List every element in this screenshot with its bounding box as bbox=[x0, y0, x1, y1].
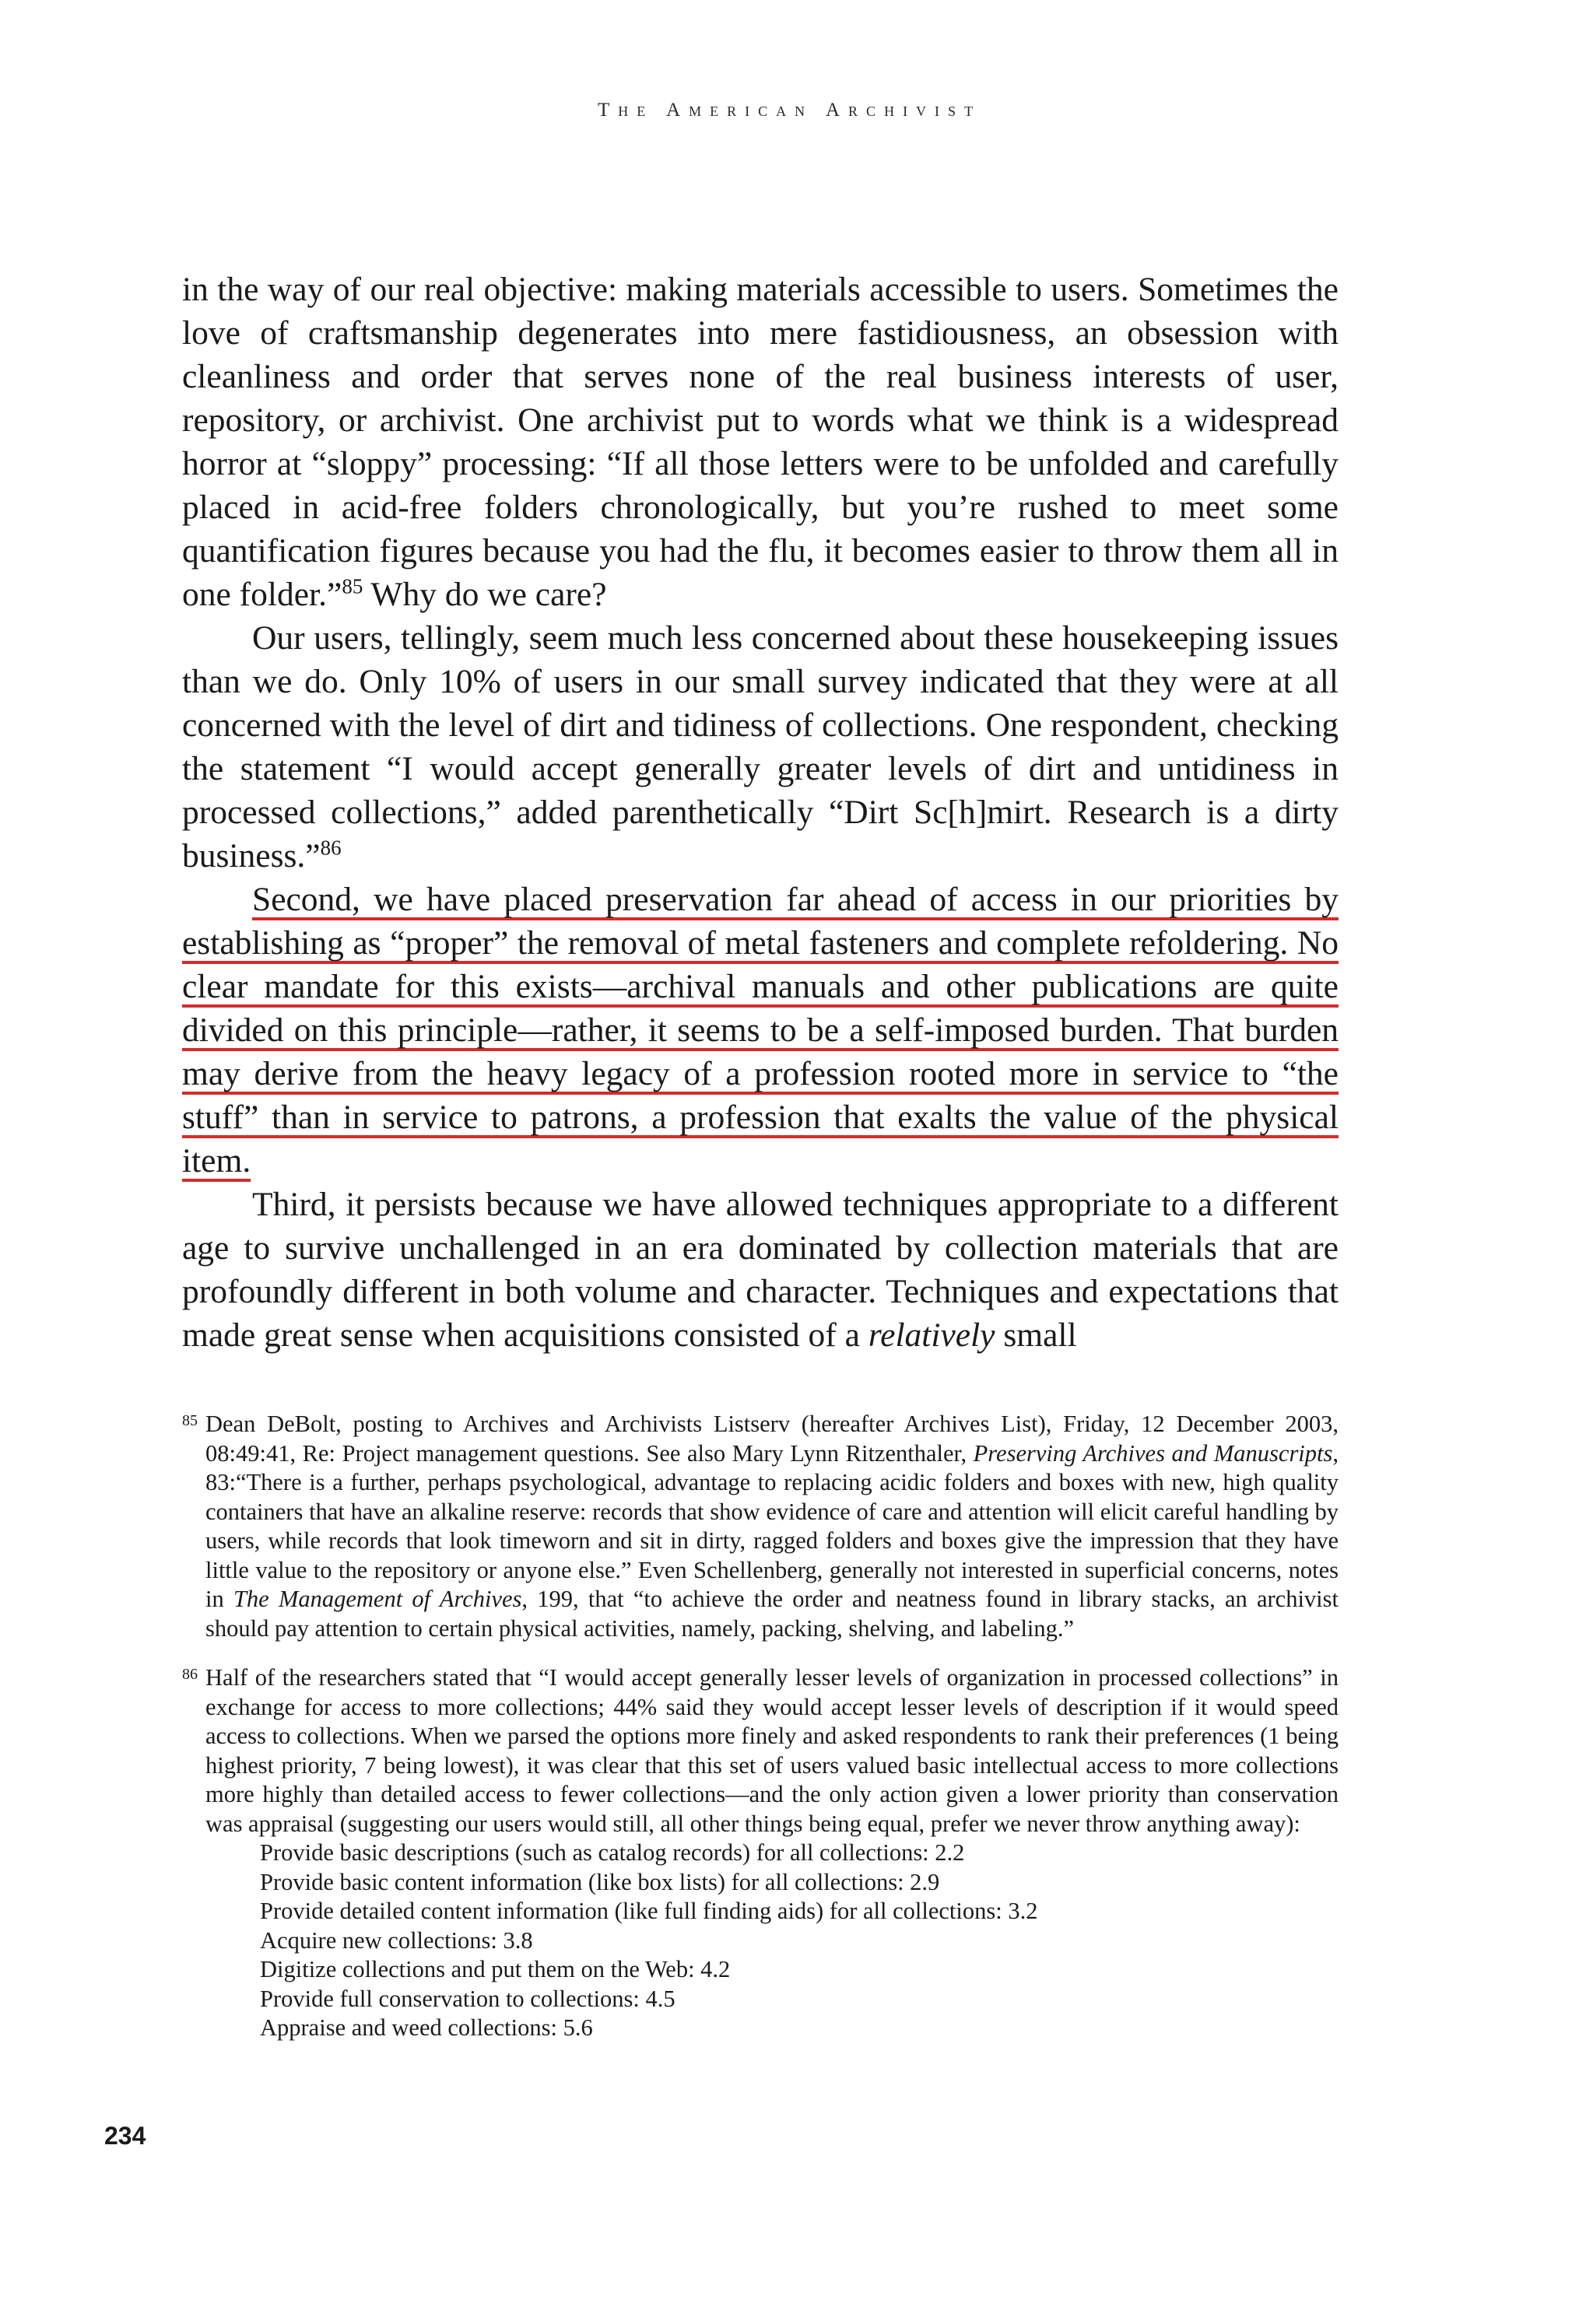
priority-item: Appraise and weed collections: 5.6 bbox=[260, 2014, 593, 2041]
paragraph bbox=[182, 268, 1339, 616]
priority-item: Acquire new collections: 3.8 bbox=[260, 1926, 533, 1954]
footnote-text: Half of the researchers stated that “I would accept generally lesser levels of organization in processed collections” in exchange for access to more collections; 44% said they would accept lesser levels of description if it would speed access to collections. When we parsed the options more finely and asked respondents to rank their preferences (1 being highest priority, 7 being lowest), it was clear that this set of users valued basic intellectual access to more collections more highly than detailed access to fewer collections—and the only action given a lower priority than conservation was appraisal (suggesting our users would still, all other things being equal, prefer we never throw anything away): bbox=[205, 1664, 1339, 1837]
paragraph-text: in the way of our real objective: making materials accessible to users. Sometimes the love of craftsmanship degenerates into mere fastidiousness, an obsession with cleanliness and order that serves none of the real business interests of user, repository, or archivist. One archivist put to words what we think is a widespread horror at “sloppy” processing: “If all those letters were to be unfolded and carefully placed in acid-free folders chronologically, but you’re rushed to meet some quantification figures because you had the flu, it becomes easier to throw them all in one folder.” bbox=[182, 271, 1339, 613]
footnotes bbox=[182, 1410, 1339, 2043]
paragraph-text: small bbox=[995, 1316, 1077, 1354]
paragraph bbox=[182, 1183, 1339, 1357]
priority-item: Provide full conservation to collections: 4.5 bbox=[260, 1985, 675, 2012]
running-head: The American Archivist bbox=[597, 100, 982, 121]
emphasis-text: relatively bbox=[868, 1316, 995, 1354]
footnote-ref: 86 bbox=[320, 836, 342, 860]
footnote-ref: 85 bbox=[342, 574, 363, 598]
paragraph-text: Third, it persists because we have allowed techniques appropriate to a different age to survive unchallenged in an era dominated by collection materials that are profoundly different in both volume and character. Techniques and expectations that made great sense when acquisitions consisted of a bbox=[182, 1186, 1339, 1354]
footnote-86 bbox=[182, 1663, 1339, 2043]
paragraph-text: Why do we care? bbox=[363, 576, 607, 613]
priority-item: Provide basic descriptions (such as catalog records) for all collections: 2.2 bbox=[260, 1839, 965, 1866]
book-title: Preserving Archives and Manuscripts bbox=[973, 1439, 1333, 1467]
footnote-85 bbox=[182, 1410, 1339, 1643]
priority-item: Provide basic content information (like box lists) for all collections: 2.9 bbox=[260, 1868, 940, 1895]
highlighted-paragraph bbox=[182, 878, 1339, 1183]
footnote-number: 85 bbox=[182, 1412, 198, 1429]
book-title: The Management of Archives bbox=[233, 1586, 522, 1612]
priority-list bbox=[205, 1839, 1339, 2043]
paragraph-text: Our users, tellingly, seem much less concerned about these housekeeping issues than we do. Only 10% of users in our small survey indicated that they were at all concerned with the level of dirt and tidiness of collections. One respondent, checking the statement “I would accept generally greater levels of dirt and untidiness in processed collections,” added parenthetically “Dirt Sc[h]mirt. Research is a dirty business.” bbox=[182, 619, 1339, 875]
priority-item: Digitize collections and put them on the Web: 4.2 bbox=[260, 1956, 731, 1982]
footnote-number: 86 bbox=[182, 1666, 198, 1683]
priority-item: Provide detailed content information (like full finding aids) for all collections: 3.2 bbox=[260, 1898, 1038, 1924]
main-text bbox=[182, 268, 1339, 1357]
footnote-text: , 199, that “to achieve the order and neatness found in library stacks, an archivist should pay attention to certain physical activities, namely, packing, shelving, and labeling.” bbox=[205, 1586, 1339, 1642]
footnote-text: Dean DeBolt, posting to Archives and Archivists Listserv (hereafter Archives List), Friday, 12 December 2003, 08:49:41, Re: Project management questions. See also Mary Lynn Ritzenthaler, bbox=[205, 1411, 1339, 1467]
paragraph bbox=[182, 616, 1339, 878]
footnote-text: , 83:“There is a further, perhaps psychological, advantage to replacing acidic folders and boxes with new, high quality containers that have an alkaline reserve: records that show evidence of care and attention will elicit careful handling by users, while records that look timeworn and sit in dirty, ragged folders and boxes give the impression that they have little value to the repository or anyone else.” Even Schellenberg, generally not interested in superficial concerns, notes in bbox=[205, 1439, 1339, 1612]
red-underline-highlight: Second, we have placed preservation far ahead of access in our priorities by establishing as “proper” the removal of metal fasteners and complete refoldering. No clear mandate for this exists—archival manuals and other publications are quite divided on this principle—rather, it seems to be a self-imposed burden. That burden may derive from the heavy legacy of a profession rooted more in service to “the stuff” than in service to patrons, a profession that exalts the value of the physical item. bbox=[182, 881, 1339, 1180]
page-number: 234 bbox=[104, 2122, 146, 2150]
